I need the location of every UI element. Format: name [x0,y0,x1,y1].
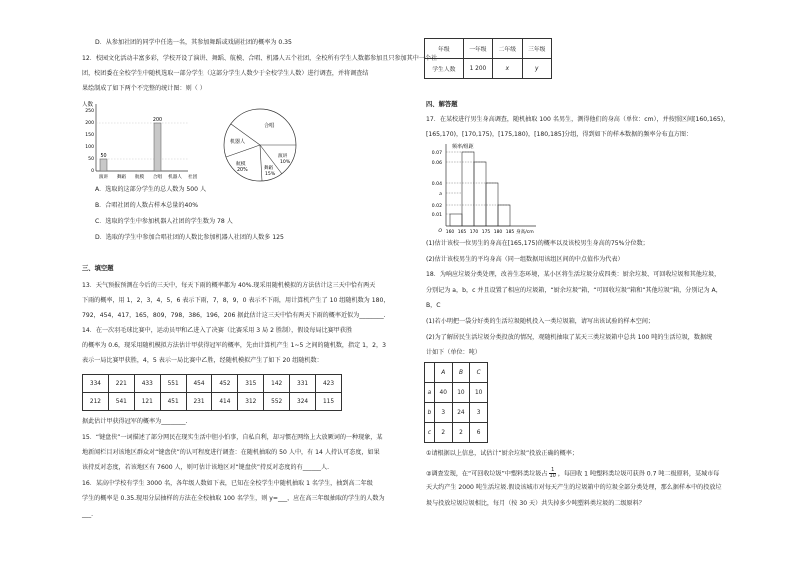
q18-sub-1: ①请根据以上信息，试估计“厨余垃圾”投放正确的概率； [426,450,578,457]
hist-y-label: 频率/组距 [452,144,474,150]
hist-origin: O [438,229,442,234]
hist-ytick: 0.06 [431,161,442,166]
table-cell: 451 [160,393,186,411]
hist-bar-160-165 [450,214,462,226]
hist-bar-165-170 [462,152,474,226]
q11-option-d: D．从参加社团的同学中任选一名，其参加舞蹈或戏剧社团的概率为 0.35 [95,39,292,46]
q18-sub-2-line-2: 天大约产生 2000 吨生活垃圾.假设该城市对每天产生的垃圾箱中的垃圾全部分类处理，那么据样本中的投放垃 [426,484,722,491]
table-cell: 221 [108,375,134,393]
table-cell: C [470,363,488,383]
table-cell: x [493,59,522,79]
hist-bar-170-175 [474,162,486,226]
table-cell: 3 [434,403,452,423]
hist-x-label: 身高/cm [516,230,534,235]
section-fill-in: 三、填空题 [82,265,114,272]
q16-line-2: 学生的概率是 0.35.现用分层抽样的方法在全校抽取 100 名学生，则 y=___，应在高三年级抽取的学生的人数为 [82,495,385,502]
q18-line-2: 分别记为 a，b，c 并且设置了相应的垃圾箱，“厨余垃圾”箱，“可回收垃圾”箱和“其他垃圾”箱，分别记为 A， [426,287,722,294]
table-cell: 10 [470,383,488,403]
bar-x-label: 社团 [188,175,198,180]
table-cell [425,363,435,383]
table-cell: 3 [470,403,488,423]
q18-sub-2-line-1 [426,468,719,479]
q16-line-1: 16．某高中学校有学生 3000 名，各年级人数如下表，已知在全校学生中随机抽取 1 名学生，抽到高二年级 [82,480,373,487]
pie-aero-label: 航模 [236,162,246,167]
bar-cat-aero: 航模 [134,175,145,180]
table-cell: 115 [316,393,342,411]
bar-ytick: 0 [91,169,94,174]
hist-ytick: 0.04 [431,182,442,187]
q15-line-1: 15．“键盘侠”一词描述了部分网民在现实生活中胆小怕事，自私自利，却习惯在网络上大放厥词的一种现象，某 [82,434,383,441]
table-row [425,383,488,403]
fraction [549,468,555,479]
hist-ytick-a: a [439,192,442,197]
table-cell: 1 200 [463,59,492,79]
pie-aero-pct: 20% [237,168,248,173]
table-cell: 212 [83,393,109,411]
table-cell: 40 [434,383,452,403]
hist-xtick: 180 [493,230,503,235]
bar-ytick: 250 [85,109,94,114]
q18-part-2-line-2: 计如下（单位：吨） [426,349,481,356]
hist-bar-180-185 [498,205,510,226]
q15-line-2: 地新闻栏目对该地区群众对“键盘侠”的认可程度进行调查：在随机抽取的 50 人中，有 14 人持认可态度，如果 [82,449,380,456]
q12-option-c: C．选取的学生中参加机器人社团的学生数为 78 人 [95,218,233,225]
q12-option-a: A．选取的这部分学生的总人数为 500 人 [95,186,207,193]
pie-robot-label: 机器人 [230,139,246,145]
bar-chorus [154,123,161,171]
bar-y-ticks [85,108,94,174]
bar-ytick: 200 [85,121,94,126]
garbage-table [424,362,488,443]
table-cell: 433 [134,375,160,393]
table-row [425,39,552,59]
hist-ytick: 0.02 [431,204,442,209]
table-cell: 二年级 [493,39,522,59]
q18-sub-2-before-fraction: ②调查发现，在“可回收垃圾”中塑料类垃圾占 [426,470,548,478]
q18-sub-2-after-fraction: ，每回收 1 吨塑料类垃圾可获得 0.7 吨二级原料，某城市每 [557,470,720,478]
q12-line-1: 12．校园文化活动丰富多彩，学校开设了演讲、舞蹈、航模、合唱、机器人五个社团，全校所有学生人数都参加且只参加其中一个社 [82,55,438,62]
q12-line-2: 团，校团委在全校学生中随机选取一部分学生（这部分学生人数少于全校学生人数）进行调查，并将调查结 [82,70,369,77]
hist-xtick: 185 [505,230,515,235]
table-row [83,375,342,393]
table-cell: 454 [186,375,212,393]
table-cell: 231 [186,393,212,411]
grade-table [424,38,552,79]
q12-option-d: D．选取的学生中参加合唱社团的人数比参加机器人社团的人数多 125 [95,234,284,241]
q14-ending: 据此估计甲获得冠军的概率为________. [82,418,188,425]
q12-option-b: B．合唱社团的人数占样本总量的40% [95,202,199,209]
bar-y-unit: 人数 [82,102,94,108]
q14-line-1: 14．在一次羽毛球比赛中，运动员甲和乙进入了决赛（比赛采用 3 局 2 胜制），假设每局比赛甲获胜 [82,327,353,334]
hist-ytick: 0.07 [431,151,442,156]
q18-line-1: 18．为响应垃圾分类处理，改善生态环境，某小区将生活垃圾分成四类：厨余垃圾、可回收垃圾和其他垃圾， [426,271,721,278]
hist-xtick: 170 [469,230,479,235]
table-cell: 423 [316,375,342,393]
table-cell: 552 [264,393,290,411]
club-bar-chart [80,98,200,184]
hist-bar-175-180 [486,183,498,226]
fraction-numerator: 1 [551,467,555,473]
q16-line-3: ___. [82,511,94,518]
q18-part-2-line-1: (2)为了解居民生活垃圾分类投放的情况，观随机抽取了某天三类垃圾箱中总共 100 吨的生活垃圾，数据统 [426,334,713,341]
q17-line-2: [165,170)，[170,175)，[175,180)，[180,185]分组，得到如下的样本数据的频率分布直方图： [426,131,693,138]
bar-cat-speech: 演讲 [98,175,109,180]
q14-line-2: 的概率为 0.6，现采用随机模拟方法估计甲获得冠军的概率，先由计算机产生 1~5 之间的随机数，指定 1，2，3 [82,342,386,349]
q17-part-1: (1)估计该校一位男生的身高在[165,175)的概率以及该校男生身高的75%分位数； [426,240,649,247]
table-cell: 2 [452,423,470,443]
table-cell: 315 [238,375,264,393]
q18-sub-2-line-3: 圾与投放垃圾垃圾相比，每月（按 30 天）共失掉多少吨塑料类垃圾的二级原料？ [426,500,645,507]
hist-xtick: 165 [457,230,467,235]
table-cell: 452 [212,375,238,393]
table-row [425,363,488,383]
table-cell: 学生人数 [425,59,464,79]
q18-part-1: (1)若小明把一袋分好类的生活垃圾随机投入一类垃圾箱，请写出该试验的样本空间； [426,318,655,325]
bar-speech [100,159,107,171]
bar-cat-robot: 机器人 [168,175,182,180]
table-cell: b [425,403,435,423]
pie-chorus-label: 合唱 [264,123,275,129]
bar-ytick: 50 [88,157,94,162]
table-cell: 10 [452,383,470,403]
table-row [425,59,552,79]
table-cell: 年级 [425,39,464,59]
table-cell: B [452,363,470,383]
table-cell: c [425,423,435,443]
table-cell: 551 [160,375,186,393]
q14-line-3: 表示一局比赛甲获胜，4，5 表示一局比赛中乙胜，经随机模拟产生了如下 20 组随机数： [82,357,323,364]
q13-line-1: 13．天气预报预测在今后的三天中，每天下雨的概率都为 40%.现采用随机模拟的方法估计这三天中恰有两天 [82,282,376,289]
hist-xtick: 160 [445,230,455,235]
table-cell: y [522,59,551,79]
table-cell: 142 [264,375,290,393]
bar-ytick: 100 [85,145,94,150]
height-histogram [424,140,544,236]
table-cell: 331 [290,375,316,393]
table-cell: 6 [470,423,488,443]
club-pie-chart [220,105,300,185]
table-cell: 414 [212,393,238,411]
table-cell: 312 [238,393,264,411]
hist-xtick: 175 [481,230,491,235]
random-number-table [82,374,342,411]
hist-ytick: 0.01 [431,213,442,218]
table-cell: A [434,363,452,383]
fraction-denominator: 10 [549,473,556,479]
table-cell: 一年级 [463,39,492,59]
pie-dance-label: 舞蹈 [264,166,274,171]
q18-line-3: B，C [426,302,441,309]
q13-line-3: 792，454，417，165，809，798，386，196，206 据此估计这三天中恰有两天下雨的概率近似为________. [82,312,386,319]
table-cell: 121 [134,393,160,411]
table-row [425,423,488,443]
q17-part-2: (2)估计该校男生的平均身高（同一组数据用该组区间的中点值作为代表） [426,256,624,263]
table-cell: 334 [83,375,109,393]
table-cell: a [425,383,435,403]
q12-line-3: 果绘制成了如下两个不完整的统计图：则（ ） [82,85,206,92]
bar-ytick: 150 [85,133,94,138]
table-cell: 24 [452,403,470,423]
table-row [425,403,488,423]
bar-speech-label: 50 [100,154,107,159]
section-answer: 四、解答题 [426,101,458,108]
q17-line-1: 17．在某校进行男生身高调查，随机抽取 100 名男生，测得他们的身高（单位：cm），并按照区间[160,165)， [426,116,730,123]
bar-cat-dance: 舞蹈 [116,175,127,180]
pie-speech-pct: 10% [280,160,291,165]
bar-cat-chorus: 合唱 [152,175,163,180]
pie-speech-label: 演讲 [278,154,288,159]
q15-line-3: 该持反对态度，若该地区有 7600 人，则可估计该地区对“键盘侠”持反对态度的有______人. [82,464,330,471]
pie-dance-pct: 15% [265,172,276,177]
q13-line-2: 下雨的概率，用 1，2，3，4，5，6 表示下雨，7，8，9，0 表示不下雨，用计算机产生了 10 组随机数为 180， [82,297,390,304]
table-cell: 324 [290,393,316,411]
bar-chorus-label: 200 [152,118,163,123]
table-cell: 541 [108,393,134,411]
table-cell: 三年级 [522,39,551,59]
table-cell: 2 [434,423,452,443]
table-row [83,393,342,411]
